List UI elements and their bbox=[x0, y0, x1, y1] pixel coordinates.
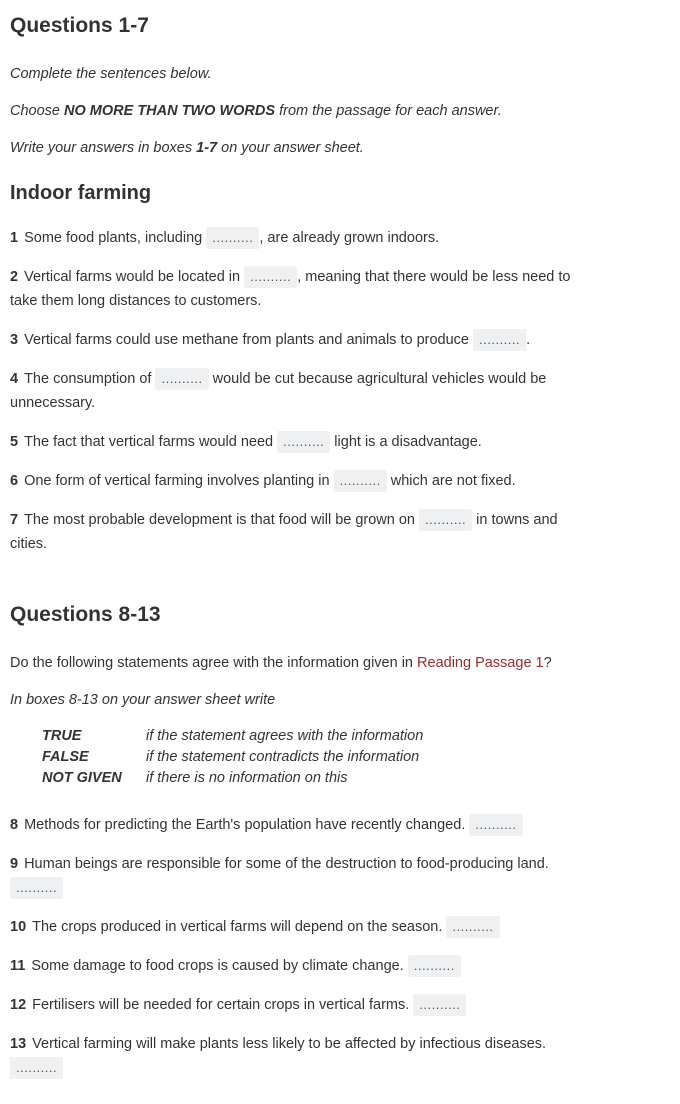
question-number: 5 bbox=[10, 434, 19, 450]
question-number: 1 bbox=[10, 230, 19, 246]
question-text: would be cut because agricultural vehicles would be bbox=[208, 371, 547, 387]
question-text: Fertilisers will be needed for certain crops in vertical farms. bbox=[32, 997, 410, 1013]
tfng-key: TRUE bbox=[42, 728, 82, 744]
question-number: 7 bbox=[10, 512, 19, 528]
question-number: 10 bbox=[10, 919, 27, 935]
section2-instruction: In boxes 8-13 on your answer sheet write bbox=[10, 692, 276, 708]
question-12 bbox=[10, 993, 466, 1017]
question-text: The crops produced in vertical farms will depend on the season. bbox=[32, 919, 443, 935]
question-number: 9 bbox=[10, 856, 19, 872]
tfng-legend bbox=[42, 726, 423, 789]
tfng-row-true bbox=[42, 726, 423, 747]
question-number: 6 bbox=[10, 473, 19, 489]
question-text: Human beings are responsible for some of the destruction to food-producing land. bbox=[24, 856, 549, 872]
answer-blank-12[interactable]: .......... bbox=[413, 994, 466, 1016]
reading-passage-link[interactable]: Reading Passage 1 bbox=[417, 655, 544, 671]
answer-blank-7[interactable]: .......... bbox=[419, 509, 472, 531]
question-1 bbox=[10, 226, 439, 250]
question-text: in towns and bbox=[472, 512, 558, 528]
answer-blank-9[interactable]: .......... bbox=[10, 877, 63, 899]
question-3 bbox=[10, 328, 530, 352]
question-text: , are already grown indoors. bbox=[259, 230, 440, 246]
question-9 bbox=[10, 852, 549, 876]
question-text: . bbox=[526, 332, 531, 348]
question-number: 3 bbox=[10, 332, 19, 348]
question-text: Vertical farms would be located in bbox=[24, 269, 245, 285]
tfng-key: FALSE bbox=[42, 749, 89, 765]
intro-text: ? bbox=[543, 655, 552, 671]
answer-blank-10[interactable]: .......... bbox=[446, 916, 499, 938]
question-2 bbox=[10, 265, 571, 289]
question-11 bbox=[10, 954, 461, 978]
instruction-write-bold: 1-7 bbox=[196, 140, 218, 156]
instruction-choose-bold: NO MORE THAN TWO WORDS bbox=[64, 103, 276, 119]
question-text: The consumption of bbox=[24, 371, 156, 387]
question-13 bbox=[10, 1032, 546, 1056]
answer-blank-11[interactable]: .......... bbox=[408, 955, 461, 977]
question-9-line2 bbox=[10, 876, 63, 900]
question-number: 13 bbox=[10, 1036, 27, 1052]
question-4 bbox=[10, 367, 546, 391]
question-7 bbox=[10, 508, 558, 532]
answer-blank-4[interactable]: .......... bbox=[155, 368, 208, 390]
question-number: 2 bbox=[10, 269, 19, 285]
question-7-line2: cities. bbox=[10, 536, 48, 552]
instruction-choose-pre: Choose bbox=[10, 103, 65, 119]
answer-blank-13[interactable]: .......... bbox=[10, 1057, 63, 1079]
instruction-choose bbox=[10, 103, 502, 119]
answer-blank-8[interactable]: .......... bbox=[469, 814, 522, 836]
answer-blank-1[interactable]: .......... bbox=[206, 227, 259, 249]
question-13-line2 bbox=[10, 1056, 63, 1080]
question-text: Some food plants, including bbox=[24, 230, 207, 246]
answer-blank-5[interactable]: .......... bbox=[277, 431, 330, 453]
question-text: Vertical farms could use methane from plants and animals to produce bbox=[24, 332, 474, 348]
section1-heading: Questions 1-7 bbox=[10, 14, 149, 37]
question-6 bbox=[10, 469, 516, 493]
question-text: The fact that vertical farms would need bbox=[24, 434, 278, 450]
question-text: light is a disadvantage. bbox=[330, 434, 482, 450]
tfng-row-false bbox=[42, 747, 423, 768]
section2-heading: Questions 8-13 bbox=[10, 603, 161, 626]
question-text: which are not fixed. bbox=[386, 473, 516, 489]
instruction-write bbox=[10, 140, 364, 156]
answer-blank-6[interactable]: .......... bbox=[334, 470, 387, 492]
question-text: The most probable development is that food will be grown on bbox=[24, 512, 420, 528]
instruction-choose-post: from the passage for each answer. bbox=[275, 103, 502, 119]
question-2-line2: take them long distances to customers. bbox=[10, 293, 262, 309]
question-10 bbox=[10, 915, 500, 939]
question-number: 4 bbox=[10, 371, 19, 387]
question-number: 8 bbox=[10, 817, 19, 833]
subheading-indoor-farming: Indoor farming bbox=[10, 182, 152, 204]
question-text: One form of vertical farming involves planting in bbox=[24, 473, 334, 489]
tfng-desc: if there is no information on this bbox=[146, 770, 348, 786]
tfng-key: NOT GIVEN bbox=[42, 770, 122, 786]
question-text: Vertical farming will make plants less likely to be affected by infectious diseases. bbox=[32, 1036, 547, 1052]
tfng-row-not-given bbox=[42, 768, 423, 789]
question-5 bbox=[10, 430, 482, 454]
answer-blank-2[interactable]: .......... bbox=[244, 266, 297, 288]
instruction-complete: Complete the sentences below. bbox=[10, 66, 212, 82]
section2-intro bbox=[10, 655, 552, 671]
question-text: Methods for predicting the Earth's population have recently changed. bbox=[24, 817, 466, 833]
answer-blank-3[interactable]: .......... bbox=[473, 329, 526, 351]
tfng-desc: if the statement contradicts the information bbox=[146, 749, 420, 765]
intro-text: Do the following statements agree with the information given in bbox=[10, 655, 418, 671]
instruction-write-post: on your answer sheet. bbox=[217, 140, 364, 156]
question-text: , meaning that there would be less need to bbox=[297, 269, 571, 285]
instruction-write-pre: Write your answers in boxes bbox=[10, 140, 197, 156]
question-4-line2: unnecessary. bbox=[10, 395, 96, 411]
question-text: Some damage to food crops is caused by climate change. bbox=[31, 958, 404, 974]
question-number: 11 bbox=[10, 958, 26, 974]
question-number: 12 bbox=[10, 997, 27, 1013]
tfng-desc: if the statement agrees with the information bbox=[146, 728, 424, 744]
question-8 bbox=[10, 813, 523, 837]
